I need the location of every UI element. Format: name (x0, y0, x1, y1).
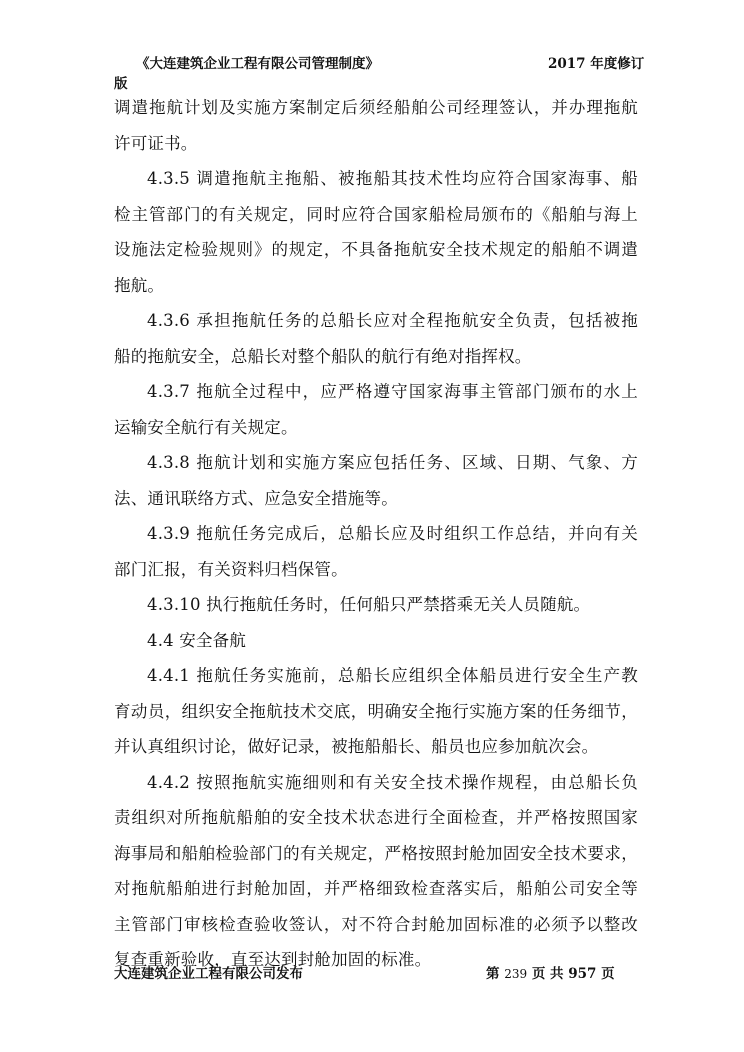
clause-4-3-7: 4.3.7 拖航全过程中，应严格遵守国家海事主管部门颁布的水上 (147, 382, 638, 401)
page-total: 957 (568, 966, 597, 982)
footer-publisher: 大连建筑企业工程有限公司发布 (114, 966, 303, 982)
text-line: 并认真组织讨论，做好记录，被拖船船长、船员也应参加航次会。 (114, 737, 599, 756)
page-mid: 页 共 (531, 966, 564, 982)
text-line: 检主管部门的有关规定，同时应符合国家船检局颁布的《船舶与海上 (114, 204, 638, 224)
text-line: 许可证书。 (114, 133, 198, 153)
clause-4-4-2: 4.4.2 按照拖航实施细则和有关安全技术操作规程，由总船长负 (147, 772, 638, 792)
text-line: 育动员，组织安全拖航技术交底，明确安全拖行实施方案的任务细节， (114, 701, 638, 721)
text-line: 法、通讯联络方式、应急安全措施等。 (114, 488, 398, 508)
text-line: 责组织对所拖航船舶的安全技术状态进行全面检查，并严格按照国家 (114, 808, 638, 827)
page-prefix: 第 (486, 966, 500, 982)
revision-label-wrap: 版 (114, 76, 128, 92)
text-line: 对拖航船舶进行封舱加固，并严格细致检查落实后，船舶公司安全等 (114, 879, 638, 898)
clause-4-3-6: 4.3.6 承担拖航任务的总船长应对全程拖航安全负责，包括被拖 (147, 311, 638, 330)
page-current: 239 (504, 967, 528, 981)
text-line: 调遣拖航计划及实施方案制定后须经船舶公司经理签认，并办理拖航 (114, 98, 638, 117)
clause-4-3-9: 4.3.9 拖航任务完成后，总船长应及时组织工作总结，并向有关 (147, 524, 638, 543)
body-text (114, 90, 638, 978)
page-suffix: 页 (601, 966, 615, 982)
section-heading-4-4: 4.4 安全备航 (147, 630, 247, 650)
clause-4-3-5: 4.3.5 调遣拖航主拖船、被拖船其技术性均应符合国家海事、船 (147, 169, 638, 188)
text-line: 复查重新验收，直至达到封舱加固的标准。 (114, 950, 432, 969)
revision-label: 2017 年度修订 (548, 56, 645, 72)
text-line: 运输安全航行有关规定。 (114, 417, 298, 437)
clause-4-3-10: 4.3.10 执行拖航任务时，任何船只严禁搭乘无关人员随航。 (147, 595, 591, 614)
text-line: 主管部门审核检查验收签认，对不符合封舱加固标准的必须予以整改 (114, 914, 638, 934)
clause-4-3-8: 4.3.8 拖航计划和实施方案应包括任务、区域、日期、气象、方 (147, 453, 638, 472)
clause-4-4-1: 4.4.1 拖航任务实施前，总船长应组织全体船员进行安全生产教 (147, 666, 638, 685)
text-line: 设施法定检验规则》的规定，不具备拖航安全技术规定的船舶不调遣 (114, 240, 638, 259)
text-line: 拖航。 (114, 275, 165, 295)
text-line: 部门汇报，有关资料归档保管。 (114, 559, 348, 579)
document-title: 《大连建筑企业工程有限公司管理制度》 (136, 56, 379, 72)
page-number (486, 962, 615, 982)
text-line: 船的拖航安全，总船长对整个船队的航行有绝对指挥权。 (114, 346, 532, 366)
text-line: 海事局和船舶检验部门的有关规定，严格按照封舱加固安全技术要求， (114, 843, 638, 863)
